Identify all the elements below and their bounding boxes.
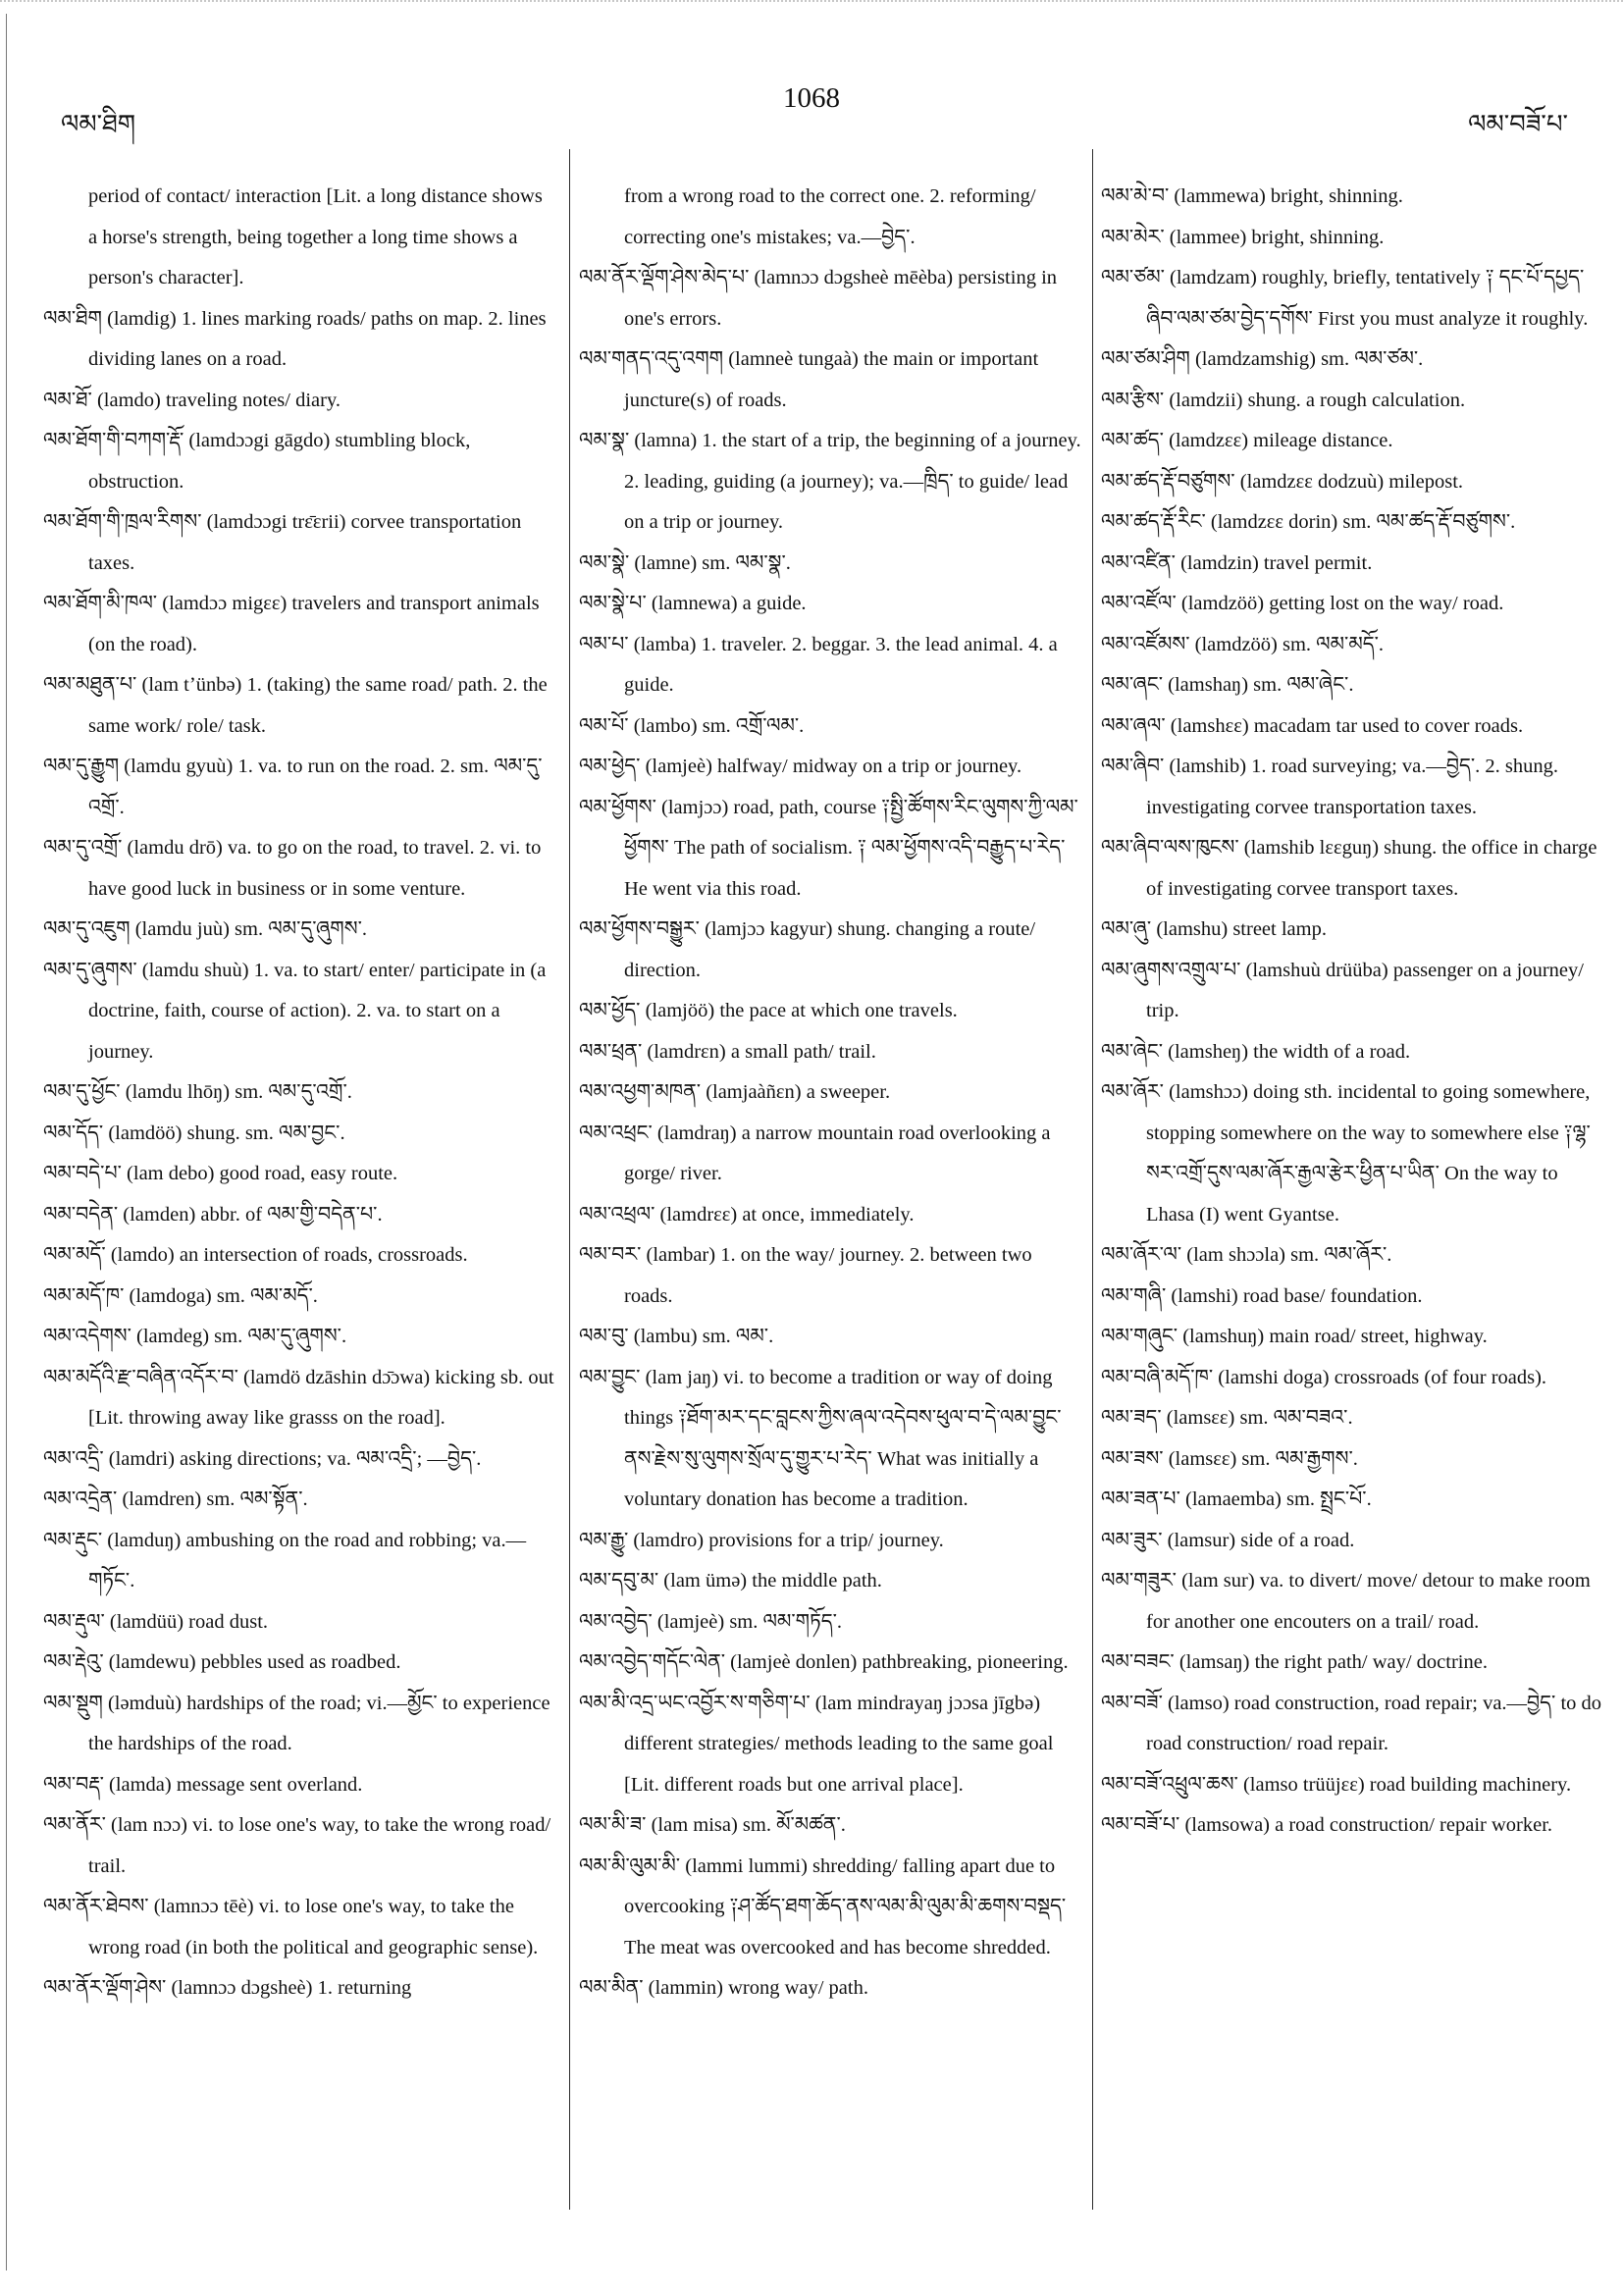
dictionary-entry: ལམ་བྱུང་ (lam jaŋ) vi. to become a tradition or way of doing things ༑ཐོག་མར་དང་བླངས་ཀྱིས་ཞལ་འདེབས་ཕུལ་བ་དེ་ལམ་བྱུང་ནས་རྗེས་སུ་ལུགས་སྲོལ་དུ་གྱུར་པ་རེད་ What was initially a voluntary donation has become a tradition. [579,1366,1062,1510]
entry-continuation: from a wrong road to the correct one. 2. reforming/ correcting one's mistakes; va.—བྱེད་. [624,185,1036,248]
dictionary-entry: ལམ་དུ་འཇུག (lamdu juù) sm. ལམ་དུ་ཞུགས་. [43,918,367,940]
dictionary-entry: ལམ་ནོར་ (lam nɔɔ) vi. to lose one's way, to take the wrong road/ trail. [43,1814,551,1877]
dictionary-entry: ལམ་མཐུན་པ་ (lam tʼünbə) 1. (taking) the same road/ path. 2. the same work/ role/ task. [43,674,548,737]
dictionary-entry: ལམ་མི་ལུམ་མི་ (lammi lummi) shredding/ falling apart due to overcooking ༑ཤ་ཚོད་ཐག་ཆོད་ནས་ལམ་མི་ལུམ་མི་ཆགས་བསྡད་ The meat was overcooked and has become shredded. [579,1854,1067,1958]
dictionary-entry: ལམ་འཕྱག་མཁན་ (lamjaàñɛn) a sweeper. [579,1081,891,1103]
dictionary-entry: ལམ་ཕྱོགས་བསྒྱུར་ (lamjɔɔ kagyur) shung. changing a route/ direction. [579,918,1036,981]
column-divider [1092,149,1093,2210]
dictionary-entry: ལམ་དུ་འགྲོ་ (lamdu drō) va. to go on the road, to travel. 2. vi. to have good luck in business or in some venture. [43,837,542,900]
dictionary-entry: ལམ་གཞི་ (lamshi) road base/ foundation. [1101,1284,1423,1307]
dictionary-entry: ལམ་རྡུལ་ (lamdüü) road dust. [43,1610,269,1633]
dictionary-entry: ལམ་འཕྲང་ (lamdraŋ) a narrow mountain road overlooking a gorge/ river. [579,1122,1051,1184]
dictionary-entry: ལམ་མི་འདྲ་ཡང་འབྱོར་ས་གཅིག་པ་ (lam mindrayaŋ jɔɔsa jīgbə) different strategies/ methods leading to the same goal [Lit. different roads but one arrival place]. [579,1692,1054,1796]
dictionary-column-2 [579,177,1083,2009]
dictionary-entry: ལམ་གཟུར་ (lam sur) va. to divert/ move/ detour to make room for another one encouters on a trail/ road. [1101,1570,1591,1633]
scan-edge-noise [0,0,1623,16]
dictionary-entry: ལམ་ཙམ་ (lamdzam) roughly, briefly, tentatively ༑ དང་པོ་དཔྱད་ཞིབ་ལམ་ཙམ་བྱེད་དགོས་ First you must analyze it roughly. [1101,267,1589,330]
dictionary-entry: ལམ་ཞེང་ (lamsheŋ) the width of a road. [1101,1040,1411,1063]
dictionary-entry: ལམ་རྡེའུ་ (lamdewu) pebbles used as roadbed. [43,1651,401,1673]
dictionary-entry: ལམ་བརྡ་ (lamda) message sent overland. [43,1773,363,1796]
dictionary-entry: ལམ་ཐོ་ (lamdo) traveling notes/ diary. [43,389,340,411]
dictionary-entry: ལམ་ཞོར་ (lamshɔɔ) doing sth. incidental to going somewhere, stopping somewhere on the way to somewhere else ༑ལྷ་སར་འགྲོ་དུས་ལམ་ཞོར་རྒྱལ་རྩེར་ཕྱིན་པ་ཡིན་ On the way to Lhasa (I) went Gyantse. [1101,1081,1591,1226]
page-header [0,82,1623,139]
dictionary-entry: ལམ་མིན་ (lammin) wrong way/ path. [579,1977,868,1999]
dictionary-entry: ལམ་བཟང་ (lamsaŋ) the right path/ way/ doctrine. [1101,1651,1488,1673]
dictionary-entry: ལམ་ཙམ་ཤིག (lamdzamshig) sm. ལམ་ཙམ་. [1101,348,1424,370]
dictionary-entry: ལམ་མདོ་ཁ་ (lamdoga) sm. ལམ་མདོ་. [43,1284,318,1307]
dictionary-entry: ལམ་བཟོ་པ་ (lamsowa) a road construction/ repair worker. [1101,1814,1553,1836]
dictionary-entry: ལམ་དུ་ཕྱོང་ (lamdu lhōŋ) sm. ལམ་དུ་འགྲོ་. [43,1081,352,1103]
dictionary-entry: ལམ་ཕྱེད་ (lamjeè) halfway/ midway on a trip or journey. [579,756,1022,777]
dictionary-entry: ལམ་ཚད་རྡོ་རིང་ (lamdzɛɛ dorin) sm. ལམ་ཚད་རྡོ་བཙུགས་. [1101,511,1516,533]
dictionary-entry: ལམ་མེ་བ་ (lammewa) bright, shinning. [1101,185,1403,207]
dictionary-entry: ལམ་འདེགས་ (lamdeg) sm. ལམ་དུ་ཞུགས་. [43,1326,347,1347]
dictionary-entry: ལམ་འདྲི་ (lamdri) asking directions; va. ལམ་འདྲི་; —བྱེད་. [43,1447,482,1470]
dictionary-entry: ལམ་བཞི་མདོ་ཁ་ (lamshi doga) crossroads (of four roads). [1101,1366,1547,1388]
dictionary-entry: ལམ་ཟུར་ (lamsur) side of a road. [1101,1529,1355,1551]
dictionary-entry: ལམ་གནད་འདུ་འགག (lamneè tungaà) the main or important juncture(s) of roads. [579,348,1039,411]
dictionary-entry: ལམ་ཐིག (lamdig) 1. lines marking roads/ paths on map. 2. lines dividing lanes on a road. [43,307,547,370]
dictionary-entry: ལམ་པ་ (lamba) 1. traveler. 2. beggar. 3. the lead animal. 4. a guide. [579,633,1058,696]
dictionary-entry: ལམ་དབུ་མ་ (lam ümə) the middle path. [579,1570,882,1592]
dictionary-entry: ལམ་པོ་ (lambo) sm. འགྲོ་ལམ་. [579,714,805,737]
dictionary-entry: ལམ་དུ་རྒྱུག (lamdu gyuù) 1. va. to run on the road. 2. sm. ལམ་དུ་འགྲོ་. [43,756,543,818]
dictionary-entry: ལམ་ཞིབ་ལས་ཁུངས་ (lamshib lɛɛguŋ) shung. the office in charge of investigating corvee transport taxes. [1101,837,1597,900]
dictionary-column-1 [43,177,555,2009]
dictionary-entry: ལམ་ཞལ་ (lamshɛɛ) macadam tar used to cover roads. [1101,714,1524,737]
dictionary-entry: ལམ་སྣེ་ (lamne) sm. ལམ་སྣ་. [579,551,791,574]
dictionary-entry: ལམ་སྣེ་པ་ (lamnewa) a guide. [579,593,807,614]
dictionary-entry: ལམ་བདེན་ (lamden) abbr. of ལམ་གྱི་བདེན་པ་. [43,1203,383,1226]
dictionary-entry: ལམ་འབྱེད་གདོང་ལེན་ (lamjeè donlen) pathbreaking, pioneering. [579,1651,1069,1673]
entry-continuation: period of contact/ interaction [Lit. a long distance shows a horse's strength, being together a long time shows a person's character]. [88,185,543,288]
dictionary-entry: ལམ་རྡུང་ (lamduŋ) ambushing on the road and robbing; va.—གཏོང་. [43,1529,527,1592]
dictionary-entry: ལམ་འཛོལ་ (lamdzöö) getting lost on the way/ road. [1101,593,1504,614]
dictionary-entry: ལམ་ཐོག་གི་ཁྲལ་རིགས་ (lamdɔɔgi trɛ̄ɛrii) corvee transportation taxes. [43,511,522,574]
dictionary-entry: ལམ་ཚད་ (lamdzɛɛ) mileage distance. [1101,430,1393,451]
page-left-border [6,14,7,2270]
dictionary-entry: ལམ་དུ་ཞུགས་ (lamdu shuù) 1. va. to start/ enter/ participate in (a doctrine, faith, course of action). 2. va. to start on a journey. [43,959,547,1063]
dictionary-entry: ལམ་ནོར་ལྡོག་ཤེས་མེད་པ་ (lamnɔɔ dɔgsheè mēèba) persisting in one's errors. [579,267,1058,330]
left-guide-word: ལམ་ཐིག [61,110,136,139]
dictionary-entry: ལམ་ཞོར་ལ་ (lam shɔɔla) sm. ལམ་ཞོར་. [1101,1244,1392,1266]
dictionary-column-3 [1101,177,1605,1847]
dictionary-entry: ལམ་ཞང་ (lamshaŋ) sm. ལམ་ཞེང་. [1101,674,1354,696]
dictionary-entry: ལམ་ཞིབ་ (lamshib) 1. road surveying; va.—བྱེད་. 2. shung. investigating corvee transportation taxes. [1101,756,1559,818]
column-divider [569,149,570,2210]
dictionary-entry: ལམ་ཟན་པ་ (lamaemba) sm. སྤྲང་པོ་. [1101,1488,1372,1510]
dictionary-entry: ལམ་ཚད་རྡོ་བཙུགས་ (lamdzɛɛ dodzuù) milepost. [1101,470,1464,493]
dictionary-entry: ལམ་འདྲེན་ (lamdren) sm. ལམ་སྟོན་. [43,1488,308,1510]
dictionary-entry: ལམ་མི་ཟ་ (lam misa) sm. མོ་མཚན་. [579,1814,846,1836]
dictionary-entry: ལམ་དོད་ (lamdöö) shung. sm. ལམ་བྱང་. [43,1122,345,1144]
dictionary-entry: ལམ་སྣ་ (lamna) 1. the start of a trip, the beginning of a journey. 2. leading, guiding (a journey); va.—ཁྲིད་ to guide/ lead on a trip or journey. [579,430,1081,533]
dictionary-entry: ལམ་བདེ་པ་ (lam debo) good road, easy route. [43,1163,398,1184]
dictionary-entry: ལམ་འཛོམས་ (lamdzöö) sm. ལམ་མདོ་. [1101,633,1385,655]
dictionary-entry: ལམ་ཐོག་མི་ཁལ་ (lamdɔɔ migɛɛ) travelers and transport animals (on the road). [43,593,540,655]
dictionary-entry: ལམ་གཞུང་ (lamshuŋ) main road/ street, highway. [1101,1326,1488,1347]
dictionary-entry: ལམ་རྩིས་ (lamdzii) shung. a rough calculation. [1101,389,1466,411]
dictionary-entry: ལམ་འཕྲལ་ (lamdrɛɛ) at once, immediately. [579,1203,915,1226]
dictionary-entry: ལམ་བུ་ (lambu) sm. ལམ་. [579,1326,774,1347]
dictionary-entry: ལམ་འཛིན་ (lamdzin) travel permit. [1101,551,1373,574]
page-number: 1068 [783,82,840,114]
right-guide-word: ལམ་བཟོ་པ་ [1468,110,1568,139]
dictionary-entry: ལམ་ཞུགས་འགྲུལ་པ་ (lamshuù drüüba) passenger on a journey/ trip. [1101,959,1584,1021]
dictionary-entry: ལམ་ནོར་ལྡོག་ཤེས་ (lamnɔɔ dɔgsheè) 1. returning [43,1977,412,1999]
dictionary-entry: ལམ་སྡུག (ləmduù) hardships of the road; vi.—མྱོང་ to experience the hardships of the road. [43,1692,550,1754]
dictionary-entry: ལམ་ཐོག་གི་བཀག་རྡོ་ (lamdɔɔgi gāgdo) stumbling block, obstruction. [43,430,471,493]
dictionary-entry: ལམ་བཟོ་འཕྲུལ་ཆས་ (lamso trüüjɛɛ) road building machinery. [1101,1773,1572,1796]
dictionary-entry: ལམ་མེར་ (lammee) bright, shinning. [1101,226,1385,248]
dictionary-entry: ལམ་ཕྲན་ (lamdrɛn) a small path/ trail. [579,1040,876,1063]
dictionary-entry: ལམ་ཕྱོགས་ (lamjɔɔ) road, path, course ༑སྤྱི་ཚོགས་རིང་ལུགས་ཀྱི་ལམ་ཕྱོགས་ The path of socialism. ༑ ལམ་ཕྱོགས་འདི་བརྒྱུད་པ་རེད་ He went via this road. [579,796,1078,900]
dictionary-entry: ལམ་ནོར་ཐེབས་ (lamnɔɔ tēè) vi. to lose one's way, to take the wrong road (in both the political and geographic sense). [43,1896,539,1958]
dictionary-entry: ལམ་བཟོ་ (lamso) road construction, road repair; va.—བྱེད་ to do road construction/ road repair. [1101,1692,1602,1754]
dictionary-entry: ལམ་རྒྱུ་ (lamdro) provisions for a trip/ journey. [579,1529,944,1551]
dictionary-entry: ལམ་མདོའི་རྫ་བཞིན་འདོར་བ་ (lamdö dzāshin dɔ̄ɔwa) kicking sb. out [Lit. throwing away like grasss on the road]. [43,1366,554,1429]
dictionary-entry: ལམ་བར་ (lambar) 1. on the way/ journey. 2. between two roads. [579,1244,1032,1307]
dictionary-entry: ལམ་ཟད་ (lamsɛɛ) sm. ལམ་བཟའ་. [1101,1407,1353,1429]
dictionary-entry: ལམ་མདོ་ (lamdo) an intersection of roads, crossroads. [43,1244,468,1266]
dictionary-entry: ལམ་འབྱེད་ (lamjeè) sm. ལམ་གཏོད་. [579,1610,843,1633]
dictionary-entry: ལམ་ཕྱོད་ (lamjöö) the pace at which one travels. [579,1000,958,1021]
dictionary-entry: ལམ་ཟས་ (lamsɛɛ) sm. ལམ་རྒྱགས་. [1101,1447,1358,1470]
dictionary-entry: ལམ་ཞུ་ (lamshu) street lamp. [1101,918,1327,940]
